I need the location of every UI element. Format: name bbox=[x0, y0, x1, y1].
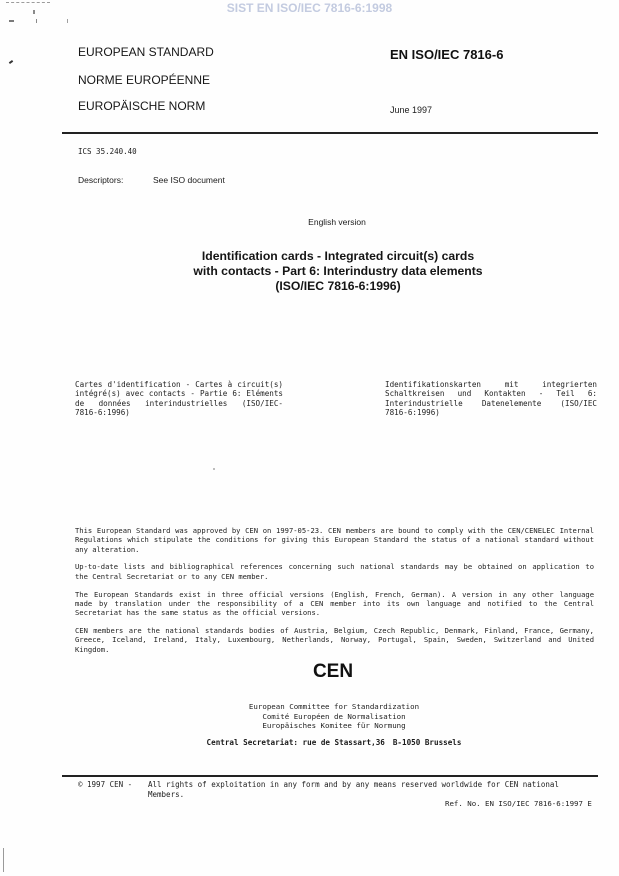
title-line: with contacts - Part 6: Interindustry data elements bbox=[193, 264, 483, 278]
notice-references bbox=[75, 562, 594, 581]
notice-line: the Central Secretariat or to any CEN member. bbox=[75, 571, 269, 581]
header-rule bbox=[62, 132, 598, 134]
rights-line: All rights of exploitation in any form and by any means reserved worldwide for CEN national bbox=[148, 780, 559, 789]
language-version: English version bbox=[308, 217, 366, 227]
notice-line: Kingdom. bbox=[75, 644, 110, 654]
german-title-line: Interindustrielle Datenelemente (ISO/IEC bbox=[385, 398, 597, 408]
cen-names bbox=[184, 702, 484, 731]
german-title-line: Identifikationskarten mit integrierten bbox=[385, 380, 597, 389]
designation-english: EUROPEAN STANDARD bbox=[78, 45, 214, 59]
notice-line: Regulations which stipulate the conditions for giving this European Standard the status of a national standard without bbox=[75, 535, 594, 545]
notice-versions bbox=[75, 590, 594, 618]
french-title-line: de données interindustrielles (ISO/IEC- bbox=[75, 398, 283, 408]
notice-line: This European Standard was approved by CEN on 1997-05-23. CEN members are bound to comply with the CEN/CENELEC Internal bbox=[75, 526, 594, 535]
notice-line: The European Standards exist in three official versions (English, French, German). A version in any other language bbox=[75, 589, 594, 599]
descriptors-label: Descriptors: bbox=[78, 175, 124, 185]
title-line: (ISO/IEC 7816-6:1996) bbox=[275, 279, 401, 293]
scan-artifact-edge-line bbox=[3, 848, 4, 872]
notice-line: CEN members are the national standards bodies of Austria, Belgium, Czech Republic, Denmark, Finland, France, Germany, bbox=[75, 626, 594, 636]
designation-french: NORME EUROPÉENNE bbox=[78, 73, 211, 87]
cen-name-english: European Committee for Standardization bbox=[248, 702, 420, 711]
french-title-line: Cartes d'identification - Cartes à circuit(s) bbox=[75, 380, 283, 389]
scan-artifact-speck bbox=[36, 19, 37, 23]
notices bbox=[75, 526, 594, 663]
copyright-notice: © 1997 CEN - bbox=[78, 780, 133, 789]
reference-number: Ref. No. EN ISO/IEC 7816-6:1997 E bbox=[445, 799, 592, 808]
footer-rule bbox=[62, 775, 598, 777]
notice-line: Up-to-date lists and bibliographical references concerning such national standards may be obtained on application to bbox=[75, 562, 594, 572]
watermark: SIST EN ISO/IEC 7816-6:1998 bbox=[226, 1, 393, 15]
cen-secretariat bbox=[134, 738, 534, 748]
scan-artifact-speck bbox=[9, 20, 14, 22]
document-title bbox=[138, 249, 538, 294]
notice-line: Secretariat has the same status as the official versions. bbox=[75, 608, 321, 618]
notice-members bbox=[75, 626, 594, 654]
german-title bbox=[385, 380, 597, 418]
notice-line: Greece, Iceland, Ireland, Italy, Luxembourg, Netherlands, Norway, Portugal, Spain, Sweden, Switzerland and United bbox=[75, 635, 594, 645]
scan-artifact-speck bbox=[213, 468, 215, 470]
descriptors-value: See ISO document bbox=[153, 175, 225, 185]
rights-statement bbox=[148, 780, 559, 800]
french-title-line: intégré(s) avec contacts - Partie 6: Eléments bbox=[75, 389, 283, 399]
secretariat-city: B-1050 Brussels bbox=[392, 738, 462, 747]
secretariat-address: Central Secretariat: rue de Stassart,36 bbox=[206, 738, 385, 747]
scan-artifact-speck bbox=[9, 60, 13, 64]
french-title bbox=[75, 380, 283, 418]
designation-german: EUROPÄISCHE NORM bbox=[78, 99, 206, 113]
rights-line: Members. bbox=[148, 789, 185, 799]
german-title-line: 7816-6:1996) bbox=[385, 408, 440, 418]
notice-line: any alteration. bbox=[75, 544, 140, 554]
german-title-line: Schaltkreisen und Kontakten - Teil 6: bbox=[385, 389, 597, 399]
standard-number: EN ISO/IEC 7816-6 bbox=[390, 47, 504, 62]
scan-artifact-speck bbox=[67, 19, 68, 23]
title-line: Identification cards - Integrated circuit(s) cards bbox=[201, 249, 475, 263]
ics-code: ICS 35.240.40 bbox=[78, 147, 137, 156]
publication-date: June 1997 bbox=[390, 105, 433, 115]
notice-line: made by translation under the responsibility of a CEN member into its own language and notified to the Central bbox=[75, 598, 594, 608]
cen-name-german: Europäisches Komitee für Normung bbox=[262, 721, 406, 731]
notice-approval bbox=[75, 526, 594, 554]
cen-acronym: CEN bbox=[312, 661, 354, 682]
french-title-line: 7816-6:1996) bbox=[75, 408, 130, 418]
cen-name-french: Comité Européen de Normalisation bbox=[262, 711, 406, 721]
